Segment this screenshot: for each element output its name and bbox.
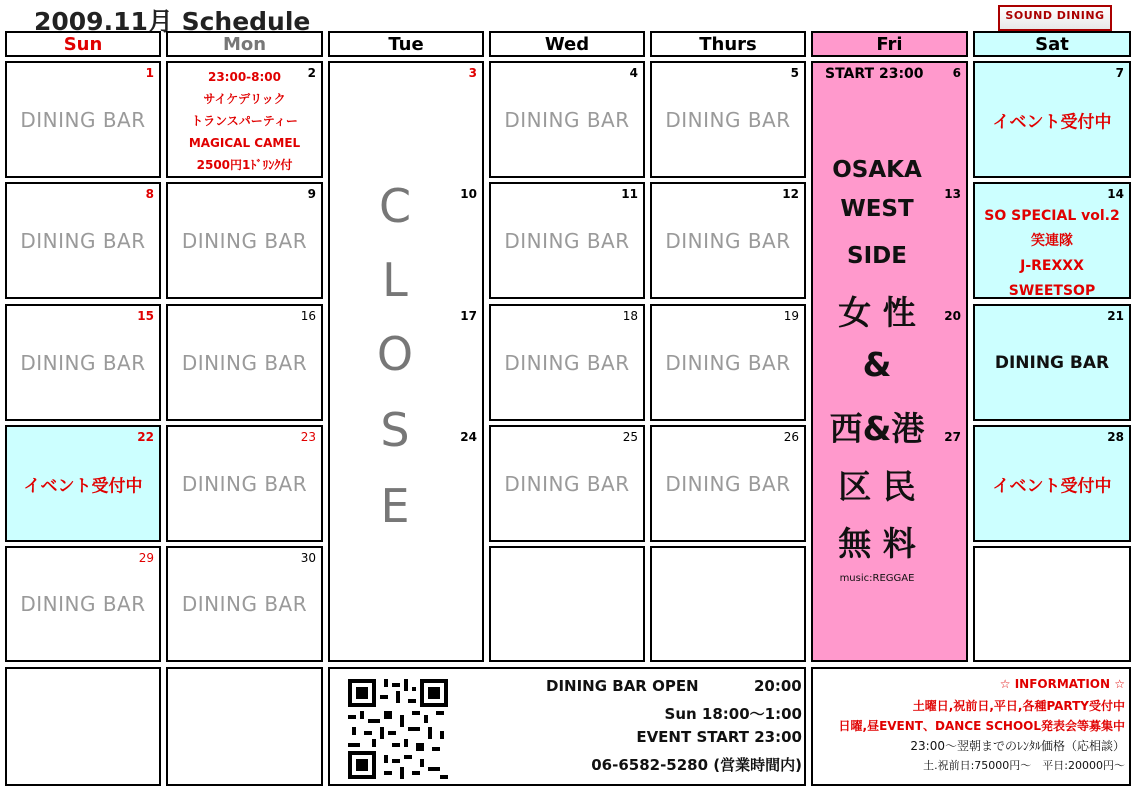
event-line: MAGICAL CAMEL [188,136,301,150]
open-label: DINING BAR OPEN [546,677,699,695]
event-line: OSAKA [832,157,922,183]
empty-cell [973,546,1131,662]
close-letter: C [378,179,412,233]
day-number: 1 [145,66,154,80]
close-letter: O [376,327,414,381]
day-cell-2 [166,61,323,178]
day-number: 21 [1107,309,1124,323]
header-fri: Fri [811,31,968,57]
day-cell-30 [166,546,323,662]
dining-bar-label: DINING BAR [181,350,308,375]
info-title: ☆ INFORMATION ☆ [999,677,1125,691]
dining-bar-label: DINING BAR [20,592,146,616]
day-number: 7 [1115,66,1124,80]
dining-bar-label: DINING BAR [665,228,791,253]
info-line: 日曜,昼EVENT、DANCE SCHOOL発表会等募集中 [838,719,1125,733]
day-number: 4 [629,66,638,80]
event-line: SWEETSOP [1008,283,1096,299]
event-line: サイケデリック [203,92,286,106]
event-line: 無 料 [838,524,916,563]
event-psychedelic [168,66,321,176]
event-line: 2500円1ﾄﾞﾘﾝｸ付 [196,158,293,172]
day-cell-14 [973,182,1131,299]
header-tue: Tue [328,31,484,57]
event-open-label: イベント受付中 [992,476,1112,496]
day-number: 23 [300,430,316,444]
day-number: 29 [138,551,154,565]
day-number: 18 [622,309,638,323]
event-line: 区 民 [838,467,916,506]
event-line: 23:00-8:00 [207,70,282,84]
day-number: 20 [944,309,961,323]
dining-bar-label: DINING BAR [504,107,630,132]
bar-info-box [328,667,806,786]
day-number: 6 [952,66,961,80]
tue-close-column [328,61,484,662]
empty-cell [489,546,645,662]
day-number: 17 [460,309,477,323]
header-sat: Sat [973,31,1131,57]
dining-bar-label: DINING BAR [20,350,146,375]
close-letter: S [380,403,410,457]
event-line: トランスパーティー [191,114,298,128]
dining-bar-label: DINING BAR [20,228,146,253]
info-line: 土曜日,祝前日,平日,各種PARTY受付中 [912,699,1125,713]
empty-cell [650,546,806,662]
dining-bar-label: DINING BAR [504,471,630,496]
header-sun: Sun [5,31,161,57]
event-line: 西&港 [829,409,925,448]
day-number: 28 [1107,430,1124,444]
day-cell-9 [166,182,323,299]
dining-bar-label: DINING BAR [504,228,630,253]
dining-bar-label: DINING BAR [181,228,308,253]
header-thurs: Thurs [650,31,806,57]
day-cell-7 [973,61,1131,178]
day-number: 25 [622,430,638,444]
event-open-label: イベント受付中 [23,476,143,496]
dining-bar-label: DINING BAR [504,350,630,375]
event-line: 笑連隊 [1031,233,1073,249]
dining-bar-label: DINING BAR [665,107,791,132]
day-number: 8 [145,187,154,201]
day-number: 27 [944,430,961,444]
day-number: 14 [1107,187,1124,201]
dining-bar-label: DINING BAR [181,471,308,496]
day-number: 15 [137,309,154,323]
day-cell-29 [5,546,161,662]
day-cell-8 [5,182,161,299]
header-wed: Wed [489,31,645,57]
empty-cell [5,667,161,786]
day-cell-4 [489,61,645,178]
day-cell-28 [973,425,1131,542]
start-time: START 23:00 [825,66,924,82]
information-box [811,667,1131,786]
day-number: 3 [468,66,477,80]
info-line: 23:00～翌朝までのﾚﾝﾀﾙ価格（応相談） [910,739,1125,753]
day-number: 12 [782,187,799,201]
day-number: 2 [307,66,316,80]
close-letter: L [382,253,408,307]
day-number: 26 [783,430,799,444]
event-line: WEST [840,196,914,222]
dining-bar-label: DINING BAR [181,592,308,616]
fri-event-column [811,61,968,662]
day-number: 5 [790,66,799,80]
day-cell-26 [650,425,806,542]
open-time: 20:00 [754,677,802,695]
sound-dining-logo: SOUND DINING [998,5,1112,31]
day-cell-22 [5,425,161,542]
close-letter: E [380,479,410,533]
day-number: 19 [783,309,799,323]
day-cell-25 [489,425,645,542]
event-so-special [975,204,1129,304]
sunday-hours: Sun 18:00～1:00 [664,705,802,723]
event-line: SIDE [847,243,907,269]
day-number: 13 [944,187,961,201]
day-number: 11 [621,187,638,201]
event-open-label: イベント受付中 [992,112,1112,132]
dining-bar-label: DINING BAR [665,471,791,496]
dining-bar-event-label: DINING BAR [994,352,1110,373]
empty-cell [166,667,323,786]
event-line: J-REXXX [1020,258,1084,274]
day-cell-19 [650,304,806,421]
page-title: 2009.11月 Schedule [34,7,311,36]
day-cell-15 [5,304,161,421]
event-start: EVENT START 23:00 [636,728,802,746]
day-cell-5 [650,61,806,178]
day-number: 16 [300,309,316,323]
event-line: & [862,345,892,384]
day-number: 24 [460,430,477,444]
day-cell-18 [489,304,645,421]
day-number: 9 [307,187,316,201]
event-line: SO SPECIAL vol.2 [984,208,1120,224]
day-cell-12 [650,182,806,299]
phone-number: 06-6582-5280 (営業時間内) [591,756,802,774]
day-number: 30 [300,551,316,565]
dining-bar-label: DINING BAR [20,107,146,132]
qr-code-icon [348,679,448,779]
day-cell-23 [166,425,323,542]
dining-bar-label: DINING BAR [665,350,791,375]
day-cell-11 [489,182,645,299]
info-line: 土.祝前日:75000円～ 平日:20000円～ [923,759,1125,772]
day-cell-16 [166,304,323,421]
day-cell-21 [973,304,1131,421]
day-cell-1 [5,61,161,178]
header-mon: Mon [166,31,323,57]
event-line: 女 性 [838,293,916,332]
day-number: 22 [137,430,154,444]
day-number: 10 [460,187,477,201]
music-genre: music:REGGAE [839,573,915,584]
